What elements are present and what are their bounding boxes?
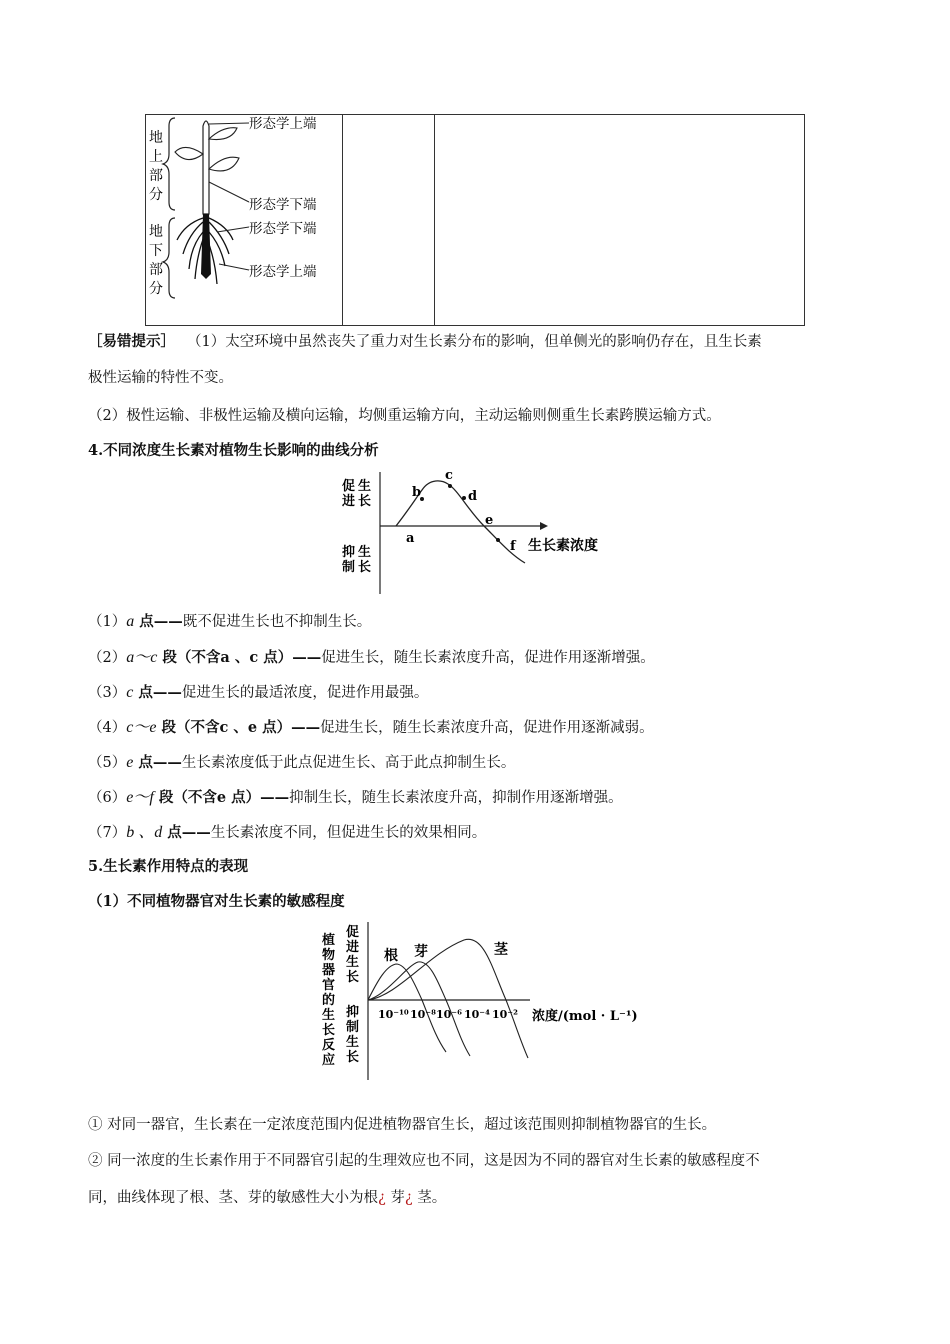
s5-paragraph-2b: 同，曲线体现了根、茎、芽的敏感性大小为根¿ 芽¿ 茎。 [88, 1190, 447, 1206]
section4-heading: 4.不同浓度生长素对植物生长影响的曲线分析 [88, 442, 379, 459]
label-base-stem: 形态学下端 [249, 197, 317, 213]
s4-item-7: （7）b 、d 点——生长素浓度不同，但促进生长的效果相同。 [88, 824, 487, 841]
point-d [462, 496, 466, 500]
auxin-curve-chart [330, 468, 620, 598]
point-label-f: f [510, 539, 516, 554]
tick-label: 10⁻⁸ [410, 1008, 436, 1021]
inhibit-label: 抑制生长 [342, 545, 372, 575]
point-label-b: b [412, 485, 422, 500]
label-apex-root: 形态学上端 [249, 264, 317, 280]
plant-diagram [145, 114, 345, 326]
x-axis-label: 浓度/(mol · L⁻¹) [532, 1009, 638, 1024]
tick-label: 10⁻⁴ [464, 1008, 490, 1021]
x-axis-label: 生长素浓度 [528, 538, 598, 554]
s4-item-2: （2）a～c 段（不含a 、c 点）——促进生长，随生长素浓度升高，促进作用逐渐增强。 [88, 649, 655, 666]
section5-heading: 5.生长素作用特点的表现 [88, 858, 249, 875]
series-label-root: 根 [384, 948, 398, 964]
series-label-stem: 茎 [494, 942, 508, 958]
series-label-bud: 芽 [414, 944, 428, 960]
table-divider [434, 115, 435, 325]
label-apex-top: 形态学上端 [249, 116, 317, 132]
point-c [448, 484, 452, 488]
point-label-d: d [468, 489, 478, 504]
organ-sensitivity-chart [318, 920, 638, 1085]
tip-line-1 [88, 332, 762, 352]
above-ground-label: 地上部分 [149, 130, 163, 203]
s4-item-3: （3）c 点——促进生长的最适浓度，促进作用最强。 [88, 684, 429, 701]
tip-line-2: 极性运输的特性不变。 [88, 370, 233, 386]
s5-paragraph-1: ① 对同一器官，生长素在一定浓度范围内促进植物器官生长，超过该范围则抑制植物器官的生长。 [88, 1117, 717, 1133]
point-label-c: c [445, 468, 453, 483]
promote-label: 促进生长 [342, 479, 372, 509]
y-axis-title: 植物器官的生长反应 [322, 933, 336, 1068]
label-base-root: 形态学下端 [249, 221, 317, 237]
tip-text-1: （1）太空环境中虽然丧失了重力对生长素分布的影响，但单侧光的影响仍存在，且生长素 [187, 334, 762, 350]
s5-paragraph-2a: ② 同一浓度的生长素作用于不同器官引起的生理效应也不同，这是因为不同的器官对生长素的敏感程度不 [88, 1153, 760, 1169]
point-label-a: a [406, 531, 415, 546]
s4-item-5: （5）e 点——生长素浓度低于此点促进生长、高于此点抑制生长。 [88, 754, 516, 771]
tick-label: 10⁻² [492, 1008, 518, 1021]
s4-item-6: （6）e～f 段（不含e 点）——抑制生长，随生长素浓度升高，抑制作用逐渐增强。 [88, 789, 623, 806]
inhibit-label: 抑制生长 [346, 1005, 360, 1065]
s4-item-1: （1）a 点——既不促进生长也不抑制生长。 [88, 613, 372, 630]
tip-title: ［易错提示］ [88, 333, 175, 350]
promote-label: 促进生长 [346, 925, 360, 985]
tip-line-3: （2）极性运输、非极性运输及横向运输，均侧重运输方向，主动运输则侧重生长素跨膜运输方式。 [88, 408, 721, 424]
point-f [496, 538, 500, 542]
below-ground-label: 地下部分 [149, 224, 163, 297]
section5-subheading: （1）不同植物器官对生长素的敏感程度 [88, 893, 345, 910]
s4-item-4: （4）c～e 段（不含c 、e 点）——促进生长，随生长素浓度升高，促进作用逐渐减弱。 [88, 719, 654, 736]
point-label-e: e [485, 513, 494, 528]
tick-label: 10⁻⁶ [436, 1008, 462, 1021]
tick-label: 10⁻¹⁰ [378, 1008, 409, 1021]
